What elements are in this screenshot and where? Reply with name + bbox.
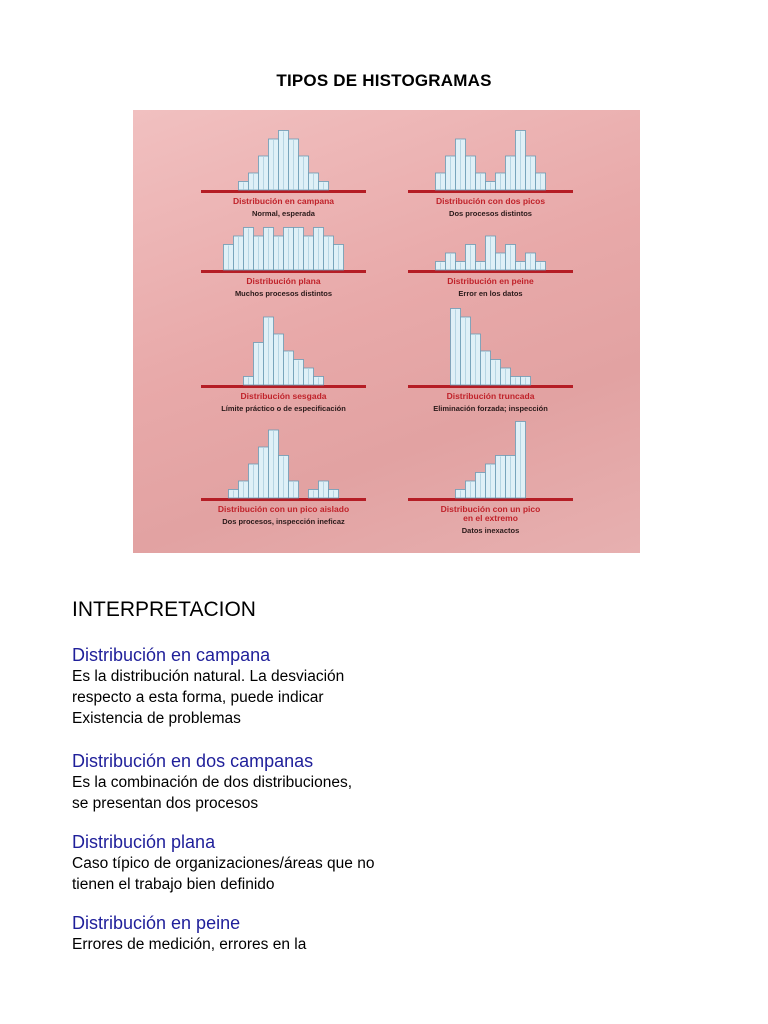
histogram-subtitle: Datos inexactos	[461, 526, 520, 535]
histogram-title: Distribución plana	[246, 276, 321, 286]
item-description: Caso típico de organizaciones/áreas que no tienen el trabajo bien definido	[72, 855, 375, 893]
histogram-types-illustration	[133, 110, 640, 553]
histogram-title: Distribución en campana	[232, 196, 335, 206]
histogram-baseline	[408, 498, 573, 501]
histogram-subtitle: Eliminación forzada; inspección	[433, 404, 548, 413]
item-dos-campanas	[72, 750, 492, 814]
histogram-baseline	[408, 190, 573, 193]
histogram-title: Distribución en peine	[447, 276, 534, 286]
histogram-panel	[408, 309, 573, 414]
histogram-baseline	[408, 385, 573, 388]
item-description: Errores de medición, errores en la	[72, 936, 307, 953]
section-heading: INTERPRETACION	[72, 598, 256, 621]
histogram-panel	[408, 422, 573, 536]
histogram-panel	[201, 228, 366, 299]
histogram-types-figure	[133, 110, 640, 553]
histogram-baseline	[201, 270, 366, 273]
item-title: Distribución en campana	[72, 645, 271, 665]
histogram-subtitle: Límite práctico o de especificación	[221, 404, 346, 413]
histogram-subtitle: Dos procesos, inspección ineficaz	[222, 517, 345, 526]
histogram-panel	[201, 430, 366, 526]
histogram-panel	[201, 317, 366, 413]
item-campana	[72, 644, 492, 729]
item-title: Distribución plana	[72, 832, 216, 852]
histogram-subtitle: Error en los datos	[458, 289, 523, 298]
histogram-title: Distribución con un pico en el extremo	[440, 504, 541, 523]
histogram-subtitle: Dos procesos distintos	[449, 209, 532, 218]
page-title: TIPOS DE HISTOGRAMAS	[276, 71, 492, 90]
item-plana	[72, 831, 492, 895]
item-description: Es la combinación de dos distribuciones, se presentan dos procesos	[72, 774, 353, 812]
item-description: Es la distribución natural. La desviación respecto a esta forma, puede indicar Existencia de problemas	[72, 668, 345, 727]
histogram-baseline	[408, 270, 573, 273]
histogram-baseline	[201, 498, 366, 501]
histogram-baseline	[201, 190, 366, 193]
histogram-title: Distribución con dos picos	[435, 196, 546, 206]
item-title: Distribución en peine	[72, 913, 241, 933]
histogram-title: Distribución con un pico aislado	[217, 504, 350, 514]
histogram-title: Distribución sesgada	[240, 391, 327, 401]
histogram-subtitle: Normal, esperada	[252, 209, 315, 218]
item-peine	[72, 912, 492, 955]
histogram-baseline	[201, 385, 366, 388]
histogram-title: Distribución truncada	[446, 391, 535, 401]
histogram-subtitle: Muchos procesos distintos	[234, 289, 333, 298]
histogram-panel	[408, 236, 573, 298]
histogram-panel	[408, 131, 573, 219]
item-title: Distribución en dos campanas	[72, 751, 314, 771]
histogram-panel	[201, 131, 366, 219]
